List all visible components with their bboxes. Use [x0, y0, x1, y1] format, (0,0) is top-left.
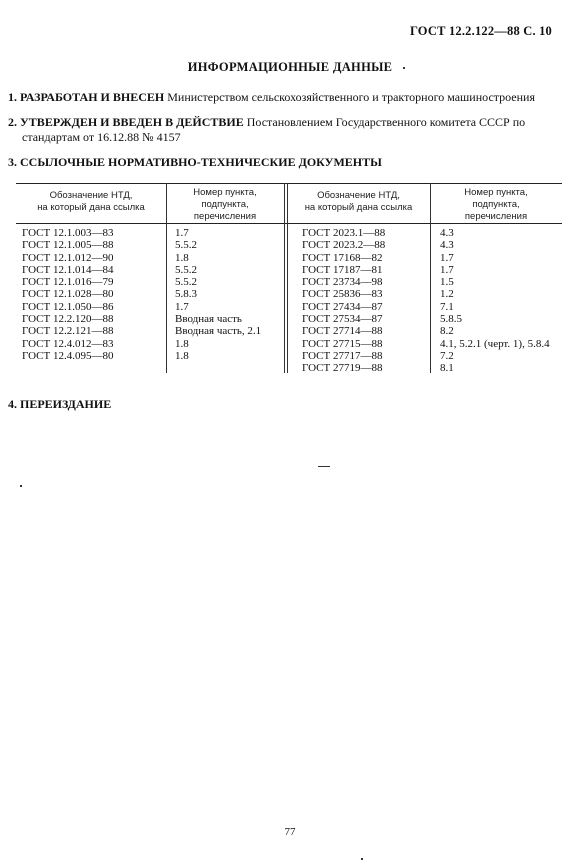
- table-header-rule: [16, 223, 562, 224]
- table-cell-item: 1.8: [175, 349, 189, 362]
- header-ntd-line1: Обозначение НТД,: [317, 190, 400, 201]
- table-cell-doc: ГОСТ 27715—88: [302, 337, 383, 350]
- table-cell-item: 4.1, 5.2.1 (черт. 1), 5.8.4: [440, 337, 550, 350]
- header-item-line2: подпункта,: [201, 199, 249, 210]
- table-cell-item: Вводная часть, 2.1: [175, 325, 262, 338]
- right-doc-column: [302, 227, 385, 375]
- column-divider-double-a: [284, 183, 285, 373]
- table-cell-doc: ГОСТ 17168—82: [302, 251, 383, 264]
- header-item-left: [166, 187, 284, 223]
- section-1: [8, 90, 568, 105]
- header-ntd-line2: на который дана ссылка: [304, 202, 413, 213]
- section-3-heading: 3. ССЫЛОЧНЫЕ НОРМАТИВНО-ТЕХНИЧЕСКИЕ ДОКУМЕНТЫ: [8, 155, 382, 169]
- section-2-text: Постановлением Государственного комитета СССР по: [246, 115, 526, 129]
- table-cell-doc: ГОСТ 27434—87: [302, 300, 383, 313]
- header-item-line1: Номер пункта,: [193, 187, 257, 198]
- header-ntd-line2: на который дана ссылка: [37, 202, 145, 213]
- table-cell-item: 1.7: [175, 300, 189, 313]
- header-item-line3: перечисления: [464, 211, 528, 222]
- table-cell-doc: ГОСТ 12.1.012—90: [22, 251, 114, 264]
- table-cell-doc: ГОСТ 12.2.120—88: [22, 313, 114, 326]
- table-cell-doc: ГОСТ 27717—88: [302, 349, 383, 362]
- table-cell-doc: ГОСТ 12.1.005—88: [22, 239, 114, 252]
- left-doc-column: [22, 227, 113, 362]
- table-cell-item: 5.8.5: [440, 313, 462, 326]
- scan-mark: [318, 466, 330, 467]
- table-cell-doc: ГОСТ 12.1.016—79: [22, 276, 114, 289]
- table-cell-item: 1.7: [440, 251, 454, 264]
- table-cell-doc: ГОСТ 12.1.050—86: [22, 300, 114, 313]
- table-cell-item: Вводная часть: [175, 313, 242, 326]
- table-cell-item: 1.7: [440, 263, 454, 276]
- table-cell-doc: ГОСТ 12.2.121—88: [22, 325, 114, 338]
- page-number: 77: [284, 826, 296, 838]
- table-cell-item: 1.8: [175, 251, 189, 264]
- left-item-column: [175, 227, 261, 362]
- header-item-line2: подпункта,: [472, 199, 520, 210]
- table-cell-doc: ГОСТ 27719—88: [302, 362, 383, 375]
- section-2: [8, 115, 564, 145]
- section-1-heading: РАЗРАБОТАН И ВНЕСЕН: [20, 90, 165, 104]
- header-item-right: [430, 187, 562, 223]
- table-cell-doc: ГОСТ 2023.2—88: [302, 239, 386, 252]
- header-ntd-line1: Обозначение НТД,: [49, 190, 133, 201]
- table-cell-item: 4.3: [440, 227, 454, 239]
- scan-speck: [403, 67, 405, 69]
- table-cell-doc: ГОСТ 25836—83: [302, 288, 383, 301]
- table-cell-item: 1.8: [175, 337, 189, 350]
- table-cell-doc: ГОСТ 12.4.095—80: [22, 349, 114, 362]
- scan-speck: [361, 858, 363, 860]
- table-cell-doc: ГОСТ 12.1.014—84: [22, 263, 114, 276]
- section-1-text: Министерством сельскохозяйственного и тракторного машиностроения: [167, 90, 535, 104]
- header-item-line1: Номер пункта,: [464, 187, 528, 198]
- table-cell-item: 7.2: [440, 349, 454, 362]
- table-cell-item: 5.8.3: [175, 288, 197, 301]
- table-cell-doc: ГОСТ 23734—98: [302, 276, 383, 289]
- table-cell-item: 1.7: [175, 227, 189, 239]
- table-cell-item: 1.5: [440, 276, 454, 289]
- header-item-line3: перечисления: [193, 211, 257, 222]
- table-cell-item: 5.5.2: [175, 276, 197, 289]
- table-cell-item: 7.1: [440, 300, 454, 313]
- table-top-rule: [16, 183, 562, 184]
- table-cell-item: 8.1: [440, 362, 454, 375]
- table-cell-doc: ГОСТ 2023.1—88: [302, 227, 386, 239]
- table-cell-item: 5.5.2: [175, 263, 197, 276]
- header-ntd-right: [287, 190, 430, 214]
- table-cell-item: 5.5.2: [175, 239, 197, 252]
- table-cell-item: 1.2: [440, 288, 454, 301]
- table-cell-doc: ГОСТ 17187—81: [302, 263, 383, 276]
- document-header: ГОСТ 12.2.122—88 С. 10: [409, 24, 552, 38]
- right-item-column: [440, 227, 550, 375]
- section-2-number: 2.: [8, 115, 17, 129]
- table-cell-doc: ГОСТ 12.1.003—83: [22, 227, 114, 239]
- scan-speck: [20, 485, 22, 487]
- section-4-heading: 4. ПЕРЕИЗДАНИЕ: [8, 397, 112, 411]
- section-2-heading: УТВЕРЖДЕН И ВВЕДЕН В ДЕЙСТВИЕ: [20, 115, 244, 129]
- page-title: ИНФОРМАЦИОННЫЕ ДАННЫЕ: [187, 60, 393, 74]
- header-ntd-left: [16, 190, 166, 214]
- table-cell-doc: ГОСТ 12.4.012—83: [22, 337, 114, 350]
- table-cell-doc: ГОСТ 12.1.028—80: [22, 288, 114, 301]
- table-cell-item: 4.3: [440, 239, 454, 252]
- table-cell-doc: ГОСТ 27534—87: [302, 313, 383, 326]
- section-1-number: 1.: [8, 90, 17, 104]
- table-cell-item: 8.2: [440, 325, 454, 338]
- table-cell-doc: ГОСТ 27714—88: [302, 325, 383, 338]
- section-2-text-line2: стандартам от 16.12.88 № 4157: [22, 130, 181, 144]
